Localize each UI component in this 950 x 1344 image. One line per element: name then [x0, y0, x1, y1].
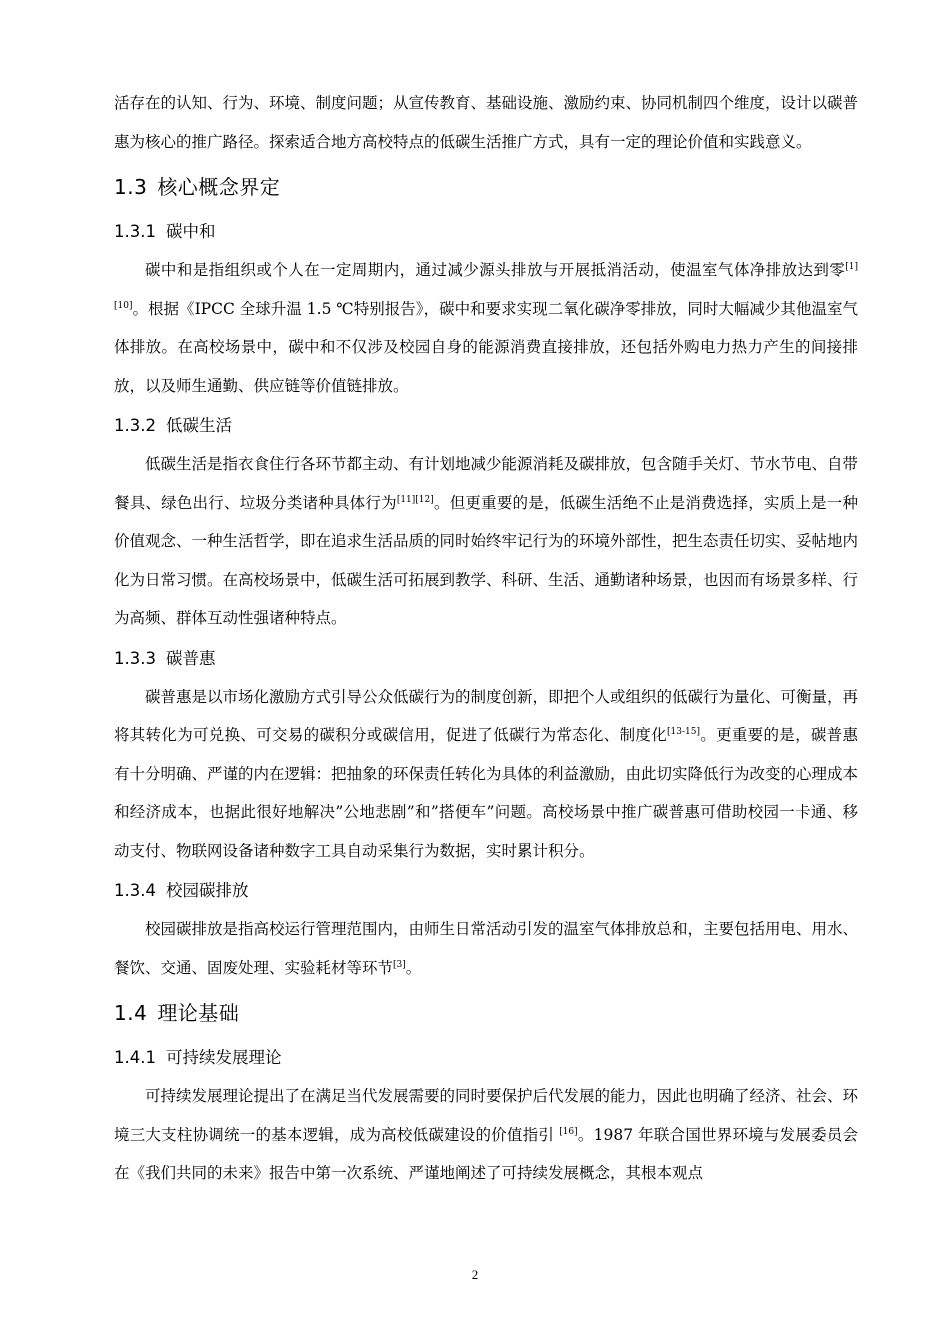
subsection-title: 低碳生活: [165, 416, 232, 435]
paragraph-sustainable-development: [114, 1077, 858, 1193]
section-title: 核心概念界定: [157, 175, 281, 199]
subsection-number: 1.3.1: [114, 222, 156, 241]
paragraph-text: 低碳生活是指衣食住行各环节都主动、有计划地减少能源消耗及碳排放，包含随手关灯、节水节电、自带餐具、绿色出行、垃圾分类诸种具体行为: [114, 455, 859, 512]
subsection-number: 1.3.2: [114, 416, 156, 435]
subsection-title: 碳普惠: [165, 648, 216, 668]
citation-ref: [13-15]: [667, 726, 700, 737]
subsection-heading-1-3-4: [114, 874, 858, 908]
paragraph-text: 。根据《IPCC 全球升温 1.5 ℃特别报告》，碳中和要求实现二氧化碳净零排放，同时大幅减少其他温室气体排放。在高校场景中，碳中和不仅涉及校园自身的能源消费直接排放，还包括外购电力热力产生的间接排放，以及师生通勤、供应链等价值链排放。: [114, 299, 858, 395]
subsection-heading-1-3-1: [114, 215, 858, 249]
subsection-heading-1-4-1: [114, 1041, 858, 1075]
citation-ref: [3]: [393, 959, 406, 970]
paragraph-carbon-inclusion: [114, 678, 858, 871]
paragraph-text: 。: [405, 958, 422, 977]
paragraph-text: 碳中和是指组织或个人在一定周期内，通过减少源头排放与开展抵消活动，使温室气体净排放达到零: [145, 261, 846, 279]
paragraph-carbon-neutrality: [114, 251, 858, 405]
subsection-title: 校园碳排放: [165, 881, 249, 900]
intro-paragraph: 活存在的认知、行为、环境、制度问题；从宣传教育、基础设施、激励约束、协同机制四个维度，设计以碳普惠为核心的推广路径。探索适合地方高校特点的低碳生活推广方式，具有一定的理论价值和实践意义。: [114, 94, 859, 151]
paragraph-text: 。但更重要的是，低碳生活绝不止是消费选择，实质上是一种价值观念、一种生活哲学，即在追求生活品质的同时始终牢记行为的环境外部性，把生态责任切实、妥帖地内化为日常习惯。在高校场景中，低碳生活可拓展到教学、科研、生活、通勤诸种场景，也因而有场景多样、行为高频、群体互动性强诸种特点。: [114, 493, 859, 627]
subsection-number: 1.3.4: [114, 881, 156, 900]
paragraph-text: 可持续发展理论提出了在满足当代发展需要的同时要保护后代发展的能力，因此也明确了经济、社会、环境三大支柱协调统一的基本逻辑，成为高校低碳建设的价值指引: [114, 1087, 859, 1144]
page-number: 2: [471, 1267, 479, 1282]
subsection-title: 碳中和: [165, 222, 216, 241]
subsection-heading-1-3-3: [114, 642, 858, 676]
page-content: [114, 84, 858, 1193]
section-number: 1.4: [114, 1001, 148, 1025]
paragraph-text: 校园碳排放是指高校运行管理范围内，由师生日常活动引发的温室气体排放总和，主要包括用电、用水、餐饮、交通、固废处理、实验耗材等环节: [114, 920, 859, 977]
paragraph-campus-emissions: [114, 910, 858, 987]
section-heading-1-4: [114, 995, 858, 1031]
subsection-number: 1.3.3: [114, 648, 156, 668]
citation-ref: [11][12]: [396, 494, 434, 505]
section-number: 1.3: [114, 175, 148, 199]
paragraph-text: 。1987 年联合国世界环境与发展委员会在《我们共同的未来》报告中第一次系统、严谨地阐述了可持续发展概念，其根本观点: [114, 1125, 858, 1182]
section-heading-1-3: [114, 169, 858, 205]
subsection-number: 1.4.1: [114, 1048, 156, 1067]
paragraph-text: 碳普惠是以市场化激励方式引导公众低碳行为的制度创新，即把个人或组织的低碳行为量化、可衡量，再将其转化为可兑换、可交易的碳积分或碳信用，促进了低碳行为常态化、制度化: [114, 687, 859, 744]
citation-ref: [1][10]: [114, 261, 858, 311]
paragraph-low-carbon-life: [114, 445, 858, 638]
subsection-title: 可持续发展理论: [165, 1048, 282, 1067]
section-title: 理论基础: [157, 1001, 240, 1025]
paragraph-text: 。更重要的是，碳普惠有十分明确、严谨的内在逻辑：把抽象的环保责任转化为具体的利益激励，由此切实降低行为改变的心理成本和经济成本，也据此很好地解决”公地悲剧”和”搭便车”问题。高校场景中推广碳普惠可借助校园一卡通、移动支付、物联网设备诸种数字工具自动采集行为数据，实时累计积分。: [114, 726, 859, 860]
subsection-heading-1-3-2: [114, 409, 858, 443]
citation-ref: [16]: [559, 1126, 578, 1137]
